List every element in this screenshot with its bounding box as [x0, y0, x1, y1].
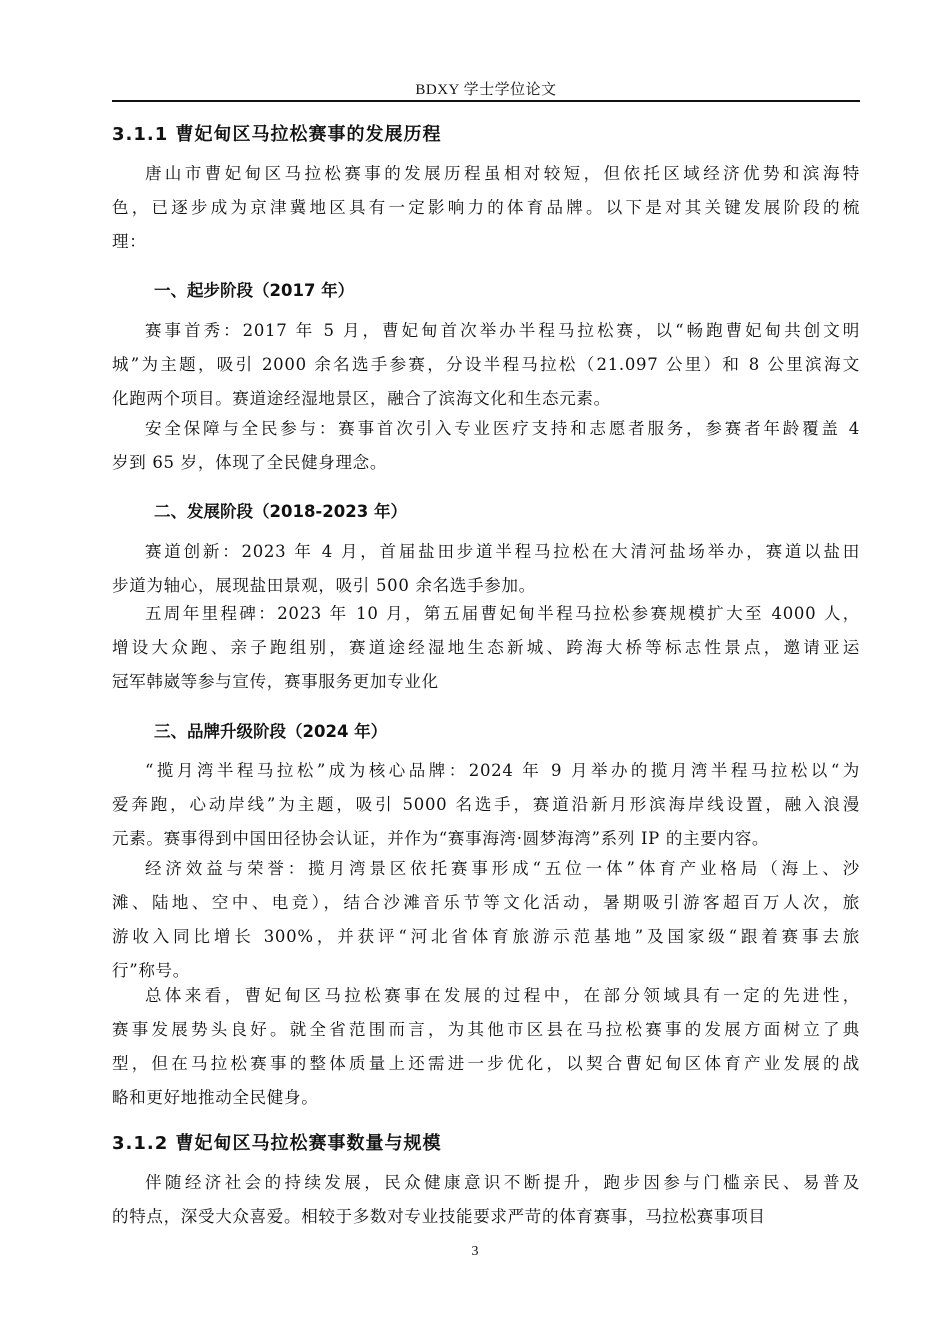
- header-divider: [112, 100, 860, 102]
- text-line: 安全保障与全民参与：赛事首次引入专业医疗支持和志愿者服务，参赛者年龄覆盖 4: [145, 419, 860, 438]
- page-number: 3: [471, 1244, 479, 1259]
- text-line: 化跑两个项目。赛道途经湿地景区，融合了滨海文化和生态元素。: [112, 389, 611, 408]
- running-header: BDXY 学士学位论文: [415, 82, 557, 98]
- text-line: 型，但在马拉松赛事的整体质量上还需进一步优化，以契合曹妃甸区体育产业发展的战: [112, 1054, 860, 1073]
- text-line: 赛事发展势头良好。就全省范围而言，为其他市区县在马拉松赛事的发展方面树立了典: [112, 1020, 860, 1039]
- text-line: 的特点，深受大众喜爱。相较于多数对专业技能要求严苛的体育赛事，马拉松赛事项目: [112, 1207, 766, 1226]
- text-line: 游收入同比增长 300%，并获评“河北省体育旅游示范基地”及国家级“跟着赛事去旅: [112, 927, 860, 946]
- intro-paragraph: [112, 157, 860, 259]
- text-line: “揽月湾半程马拉松”成为核心品牌：2024 年 9 月举办的揽月湾半程马拉松以“为: [145, 761, 860, 780]
- text-line: 元素。赛事得到中国田径协会认证，并作为“赛事海湾·圆梦海湾”系列 IP 的主要内容。: [112, 829, 770, 848]
- text-line: 行”称号。: [112, 961, 190, 980]
- text-line: 步道为轴心，展现盐田景观，吸引 500 余名选手参加。: [112, 576, 536, 595]
- text-line: 伴随经济社会的持续发展，民众健康意识不断提升，跑步因参与门槛亲民、易普及: [145, 1173, 860, 1192]
- stage2-heading: 二、发展阶段（2018-2023 年）: [154, 502, 407, 521]
- section-heading-3-1-1: 3.1.1 曹妃甸区马拉松赛事的发展历程: [112, 124, 442, 145]
- text-line: 岁到 65 岁，体现了全民健身理念。: [112, 453, 388, 472]
- text-line: 五周年里程碑：2023 年 10 月，第五届曹妃甸半程马拉松参赛规模扩大至 4000 人，: [145, 604, 860, 623]
- summary-paragraph: [112, 979, 860, 1115]
- text-line: 唐山市曹妃甸区马拉松赛事的发展历程虽相对较短，但依托区域经济优势和滨海特: [145, 164, 860, 183]
- text-line: 冠军韩崴等参与宣传，赛事服务更加专业化: [112, 672, 439, 691]
- section-3-1-2-paragraph: [112, 1166, 860, 1234]
- section-heading-3-1-2: 3.1.2 曹妃甸区马拉松赛事数量与规模: [112, 1133, 442, 1154]
- text-line: 赛事首秀：2017 年 5 月，曹妃甸首次举办半程马拉松赛，以“畅跑曹妃甸共创文明: [145, 321, 860, 340]
- stage1-heading: 一、起步阶段（2017 年）: [154, 281, 355, 300]
- stage2-paragraph-2: [112, 597, 860, 699]
- text-line: 增设大众跑、亲子跑组别，赛道途经湿地生态新城、跨海大桥等标志性景点，邀请亚运: [112, 638, 860, 657]
- stage1-paragraph-2: [112, 412, 860, 480]
- text-line: 滩、陆地、空中、电竞），结合沙滩音乐节等文化活动，暑期吸引游客超百万人次，旅: [112, 893, 860, 912]
- text-line: 理：: [112, 232, 147, 251]
- text-line: 略和更好地推动全民健身。: [112, 1088, 319, 1107]
- text-line: 赛道创新：2023 年 4 月，首届盐田步道半程马拉松在大清河盐场举办，赛道以盐田: [145, 542, 860, 561]
- stage3-paragraph-2: [112, 852, 860, 988]
- stage1-paragraph-1: [112, 314, 860, 416]
- stage3-heading: 三、品牌升级阶段（2024 年）: [154, 722, 388, 741]
- text-line: 城”为主题，吸引 2000 余名选手参赛，分设半程马拉松（21.097 公里）和 8 公里滨海文: [112, 355, 860, 374]
- stage2-paragraph-1: [112, 535, 860, 603]
- stage3-paragraph-1: [112, 754, 860, 856]
- text-line: 色，已逐步成为京津冀地区具有一定影响力的体育品牌。以下是对其关键发展阶段的梳: [112, 198, 860, 217]
- text-line: 经济效益与荣誉：揽月湾景区依托赛事形成“五位一体”体育产业格局（海上、沙: [145, 859, 860, 878]
- text-line: 爱奔跑，心动岸线”为主题，吸引 5000 名选手，赛道沿新月形滨海岸线设置，融入浪漫: [112, 795, 860, 814]
- text-line: 总体来看，曹妃甸区马拉松赛事在发展的过程中，在部分领域具有一定的先进性，: [145, 986, 860, 1005]
